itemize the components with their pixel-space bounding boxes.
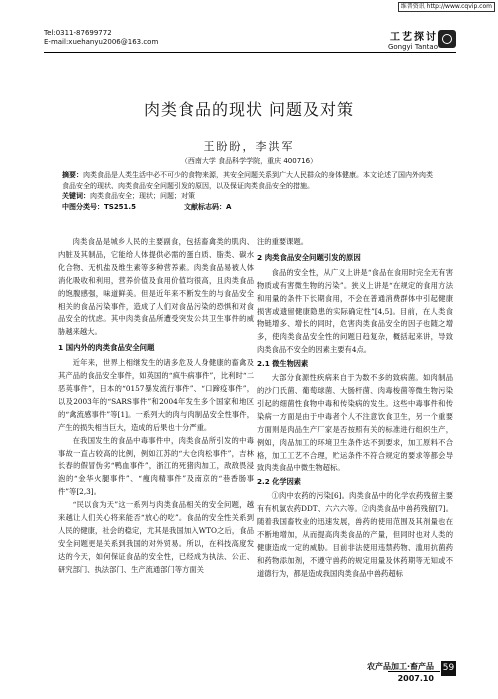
footer-journal-name: 农产品加工·畜产品 [366,662,434,671]
footer-issue: 2007.10 [397,674,434,683]
header-journal-cn: 工艺探讨 [390,32,438,43]
header-rule [44,52,456,53]
keywords-value: 肉类食品安全；现状；问题；对策 [90,192,195,200]
section-2-1-heading: 2.1 微生物因素 [257,359,309,369]
header-journal [388,28,438,51]
doc-code-value: A [225,202,232,211]
watermark-badge: 维普资讯 http://www.cqvip.com [398,2,495,12]
clc-value: TS251.5 [104,202,136,211]
page-number: 59 [441,661,456,676]
keywords-label: 关键词： [62,192,90,200]
doc-code-label: 文献标志码： [183,202,226,211]
section-2-2-heading: 2.2 化学因素 [257,477,301,487]
article-authors: 王盼盼，李洪军 [203,140,295,153]
intro-paragraph: 肉类食品是城乡人民的主要副食，包括畜禽类的肌肉、内脏及其制品，它能给人体提供必需的蛋白质、脂类、碳水化合物、无机盐及维生素等多种营养素。肉类食品易被人体消化吸收和利用，营养价值及食用价值均很高，且肉类食品的饱腹感强，味道鲜美。但是近年来不断发生的与食品安全相关的食品污染事件，造成了人们对食品污染的恐惧和对食品安全的忧虑。其中肉类食品所遭受突发公共卫生事件的威胁越来越大。 [58,237,254,337]
keywords-line [62,191,438,202]
abstract-body: 肉类食品是人类生活中必不可少的食物来源，其安全问题关系到广大人民群众的身体健康。本文论述了国内外肉类食品安全的现状、肉类食品安全问题引发的原因，以及保证肉类食品安全的措施。 [62,171,433,190]
clc-label: 中图分类号： [62,202,104,211]
article-title: 肉类食品的现状 问题及对策 [143,100,355,119]
section-1-paragraph-1: 近年来，世界上相继发生的诸多危及人身健康的畜禽及其产品的食品安全事件，如英国的“疯牛病事件”，比利时“二恶英事件”，日本的“0157暴发流行事件”、“口蹄疫事件”，以及2003年的“SARS事件”和2004年发生多个国家和地区的“禽流感事件”等[1]。一系列大的肉与肉制品安全性事件，产生的损失相当巨大，造成的后果也十分严重。 [58,358,254,432]
header-journal-en: Gongyi Tantao [387,43,438,51]
section-1-paragraph-2: 在我国发生的食品中毒事件中，肉类食品所引发的中毒事故一直占较高的比例，例如江苏的“大仓肉松事件”，吉林长春的假冒伪劣“鸭血事件”，浙江的死猪肉加工，敌敌畏浸泡的“金华火腿事件”、“瘦肉精事件”及南京的“巷香肠事件”等[2,3]。 [58,435,254,497]
classification-row [62,202,438,213]
header-email: E-mail:xuehanyu2006@163.com [44,38,159,46]
section-2-1-paragraph: 大部分食源性疾病来自于为数不多的致病菌。如肉制品的沙门氏菌、葡萄球菌、大肠杆菌、肉毒梭菌等微生物污染引起的细菌性食物中毒和传染病的发生。这些中毒事件和传染病一方面是由于中毒者个人不注意饮食卫生，另一个重要方面则是肉品生产厂家是否按照有关的标准进行组织生产，例如，肉品加工的环境卫生条件达不到要求，加工原料不合格，加工工艺不合理，贮运条件不符合规定的要求等都会导致肉类食品中微生物超标。 [257,373,453,473]
journal-logo-icon [438,30,456,48]
section-1-paragraph-3: “民以食为天”这一系列与肉类食品相关的安全问题，越来越让人们关心将来能否“放心的吃”。食品的安全性关系到人民的健康，社会的稳定，尤其是我国加入WTO之后，食品安全问题更是关系到我国的对外贸易。所以，在科技高度发达的今天，如何保证食品的安全性，已经成为执法、公正、研究部门、执法部门、生产流通部门等方面关 [58,500,254,574]
section-2-paragraph: 食品的安全性，从广义上讲是“食品在食用时完全无有害物质或有害微生物的污染”。狭义上讲是“在规定的食用方法和用量的条件下长期食用，不会在普通消费群体中引起健康损害或遗留健康隐患的实际确定性”[4,5]。目前，在人类食物链增多、增长的同时，危害肉类食品安全的因子也随之增多，使肉类食品安全性的问题日趋复杂，概括起来讲，导致肉类食品不安全的因素主要有4点。 [257,267,453,355]
continued-paragraph: 注的重要课题。 [257,237,309,246]
abstract-block [62,170,438,212]
body-column-left [58,236,254,577]
abstract-label: 摘要： [62,171,83,179]
section-1-heading: 1 国内外的肉类食品安全问题 [58,343,155,353]
body-column-right [257,236,453,581]
footer-rule [388,671,440,672]
clc-field [62,202,136,213]
footer-journal [367,661,440,683]
section-2-2-paragraph: ①肉中农药的污染[6]。肉类食品中的化学农药残留主要有有机氯农药DDT、六六六等。②肉类食品中兽药残留[7]。随着我国畜牧业的迅速发展，兽药的使用范围及其剂量也在不断地增加，从而提高肉类食品的产量，但同时也对人类的健康造成一定的威胁。目前非法使用违禁药物、滥用抗菌药和药物添加剂，不遵守兽药的规定用量及休药期等无知或不道德行为，都是造成我国肉类食品中兽药超标 [257,491,453,578]
section-2-heading: 2 肉类食品安全问题引发的原因 [257,252,361,262]
header-tel: Tel:0311-87699772 [44,29,112,37]
doc-code-field [184,202,231,213]
header-contact [44,29,158,47]
abstract-text [62,170,438,191]
article-affiliation: （西南大学 食品科学学院，重庆 400716） [180,157,318,165]
